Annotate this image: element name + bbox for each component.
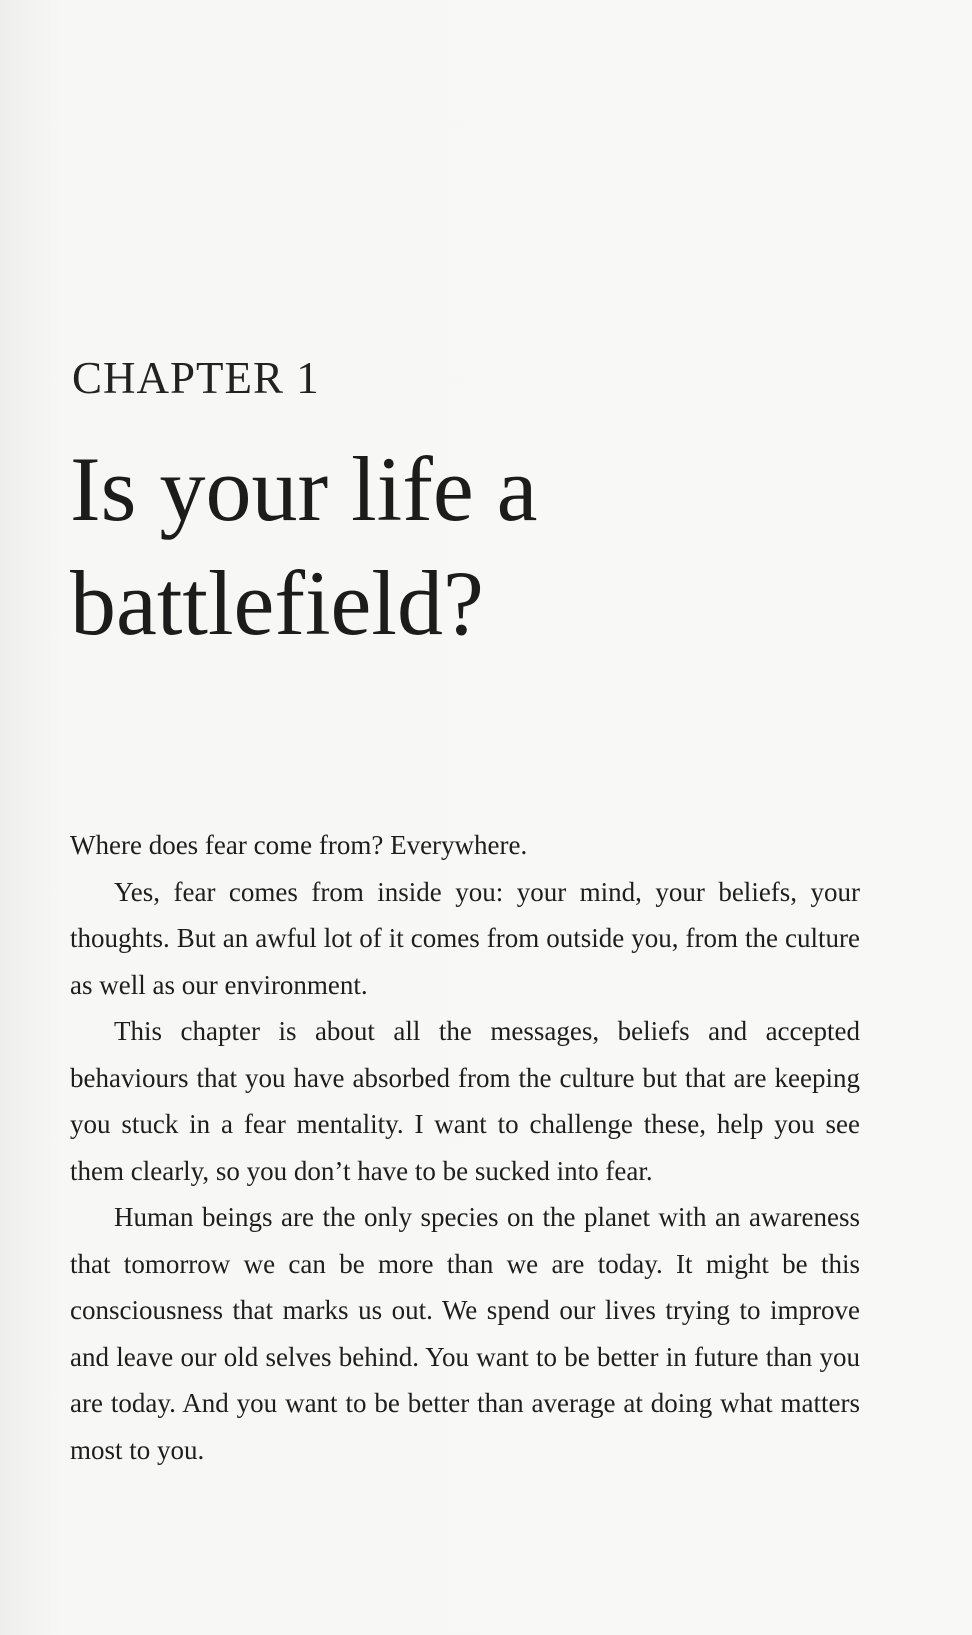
paragraph-4: Human beings are the only species on the planet with an awareness that tomorrow we can be more than we are today. It might be this consciousness that marks us out. We spend our lives trying to improve and leave our old selves behind. You want to be better in future than you are today. And you want to be better than average at doing what matters most to you.: [70, 1202, 860, 1465]
paragraph-1: Where does fear come from? Everywhere.: [70, 830, 528, 860]
body-text: [70, 822, 860, 1473]
chapter-label: CHAPTER 1: [72, 353, 320, 403]
chapter-title: Is your life a battlefield?: [70, 438, 538, 654]
paragraph-2: Yes, fear comes from inside you: your mind, your beliefs, your thoughts. But an awful lot of it comes from outside you, from the culture as well as our environment.: [70, 876, 860, 1000]
paragraph-3: This chapter is about all the messages, beliefs and accepted behaviours that you have absorbed from the culture but that are keeping you stuck in a fear mentality. I want to challenge these, help you see them clearly, so you don’t have to be sucked into fear.: [70, 1016, 860, 1186]
